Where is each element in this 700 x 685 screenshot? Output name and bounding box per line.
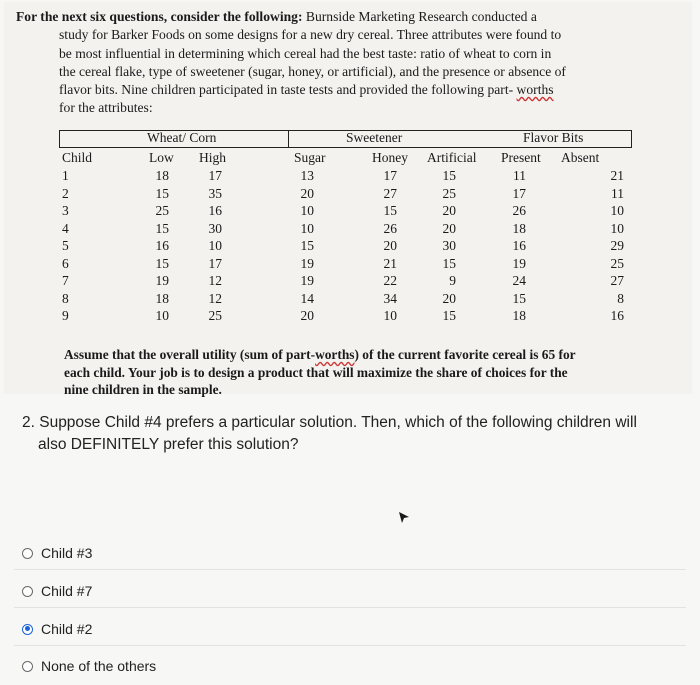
cell-honey: 22 — [383, 273, 397, 288]
cell-low: 15 — [155, 220, 169, 236]
cell-child: 7 — [62, 273, 69, 288]
option-label: Child #2 — [41, 621, 93, 637]
cell-honey: 21 — [383, 255, 397, 271]
mouse-cursor-icon — [398, 511, 410, 525]
cell-absent: 27 — [610, 273, 624, 288]
radio-selected-icon[interactable] — [22, 624, 33, 635]
group-header-flavor: Flavor Bits — [523, 130, 584, 145]
cell-high: 10 — [208, 238, 222, 253]
option-child-7[interactable] — [22, 580, 92, 602]
cell-honey: 27 — [383, 185, 397, 201]
col-header-child: Child — [62, 150, 93, 165]
option-label: Child #7 — [41, 583, 93, 599]
cell-absent: 10 — [610, 220, 624, 236]
cell-child: 6 — [62, 255, 69, 271]
cell-child: 2 — [62, 185, 69, 201]
group-header-wheat: Wheat/ Corn — [147, 130, 217, 145]
spellcheck-word: worths — [516, 82, 554, 98]
cell-low: 16 — [155, 238, 169, 253]
cell-high: 35 — [208, 185, 222, 201]
cell-honey: 10 — [383, 308, 397, 323]
intro-line: flavor bits. Nine children participated in taste tests and provided the following part- worths — [59, 82, 554, 98]
cell-high: 17 — [208, 168, 222, 183]
cell-present: 19 — [512, 255, 526, 271]
cell-high: 30 — [208, 220, 222, 236]
cell-high: 12 — [208, 273, 222, 288]
option-child-2[interactable] — [22, 618, 92, 640]
cell-sugar: 15 — [300, 238, 314, 253]
cell-present: 26 — [512, 203, 526, 218]
cell-present: 18 — [512, 220, 526, 236]
cell-high: 17 — [208, 255, 222, 271]
question-image-panel — [4, 2, 692, 397]
option-child-3[interactable] — [22, 542, 92, 564]
intro-line: for the attributes: — [59, 100, 153, 116]
cell-sugar: 13 — [300, 168, 314, 183]
intro-line: be most influential in determining which cereal had the best taste: ratio of wheat to corn in — [59, 45, 552, 61]
spellcheck-word: worths — [315, 347, 355, 362]
cell-artificial: 15 — [442, 168, 456, 183]
cell-low: 15 — [155, 185, 169, 201]
cell-honey: 26 — [383, 220, 397, 236]
option-label: None of the others — [41, 658, 157, 674]
assumption-paragraph: Assume that the overall utility (sum of part-worths) of the current favorite cereal is 65 for each child. Your job is to design a product that will maximize the share of choices for the nine children in the sample. — [64, 346, 624, 399]
cell-high: 16 — [208, 203, 222, 218]
intro-line: study for Barker Foods on some designs for a new dry cereal. Three attributes were found to — [59, 27, 562, 43]
cell-artificial: 30 — [442, 238, 456, 253]
assumption-line: nine children in the sample. — [64, 382, 222, 397]
intro-paragraph — [16, 8, 636, 118]
cell-child: 9 — [62, 308, 69, 323]
option-label: Child #3 — [41, 545, 93, 561]
col-header-artificial: Artificial — [427, 150, 477, 165]
cell-low: 19 — [155, 273, 169, 288]
option-none-of-the-others[interactable] — [22, 655, 156, 677]
question-line: 2. Suppose Child #4 prefers a particular solution. Then, which of the following children will — [22, 414, 637, 431]
cell-artificial: 20 — [442, 290, 456, 306]
cell-artificial: 20 — [442, 203, 456, 218]
col-header-present: Present — [501, 150, 541, 165]
cell-sugar: 10 — [300, 220, 314, 236]
cell-honey: 34 — [383, 290, 397, 306]
question-line: also DEFINITELY prefer this solution? — [38, 436, 299, 453]
cell-low: 10 — [155, 308, 169, 323]
intro-line1-rest: Burnside Marketing Research conducted a — [305, 9, 537, 24]
cell-absent: 21 — [610, 168, 624, 183]
cell-artificial: 20 — [442, 220, 456, 236]
cell-sugar: 20 — [300, 185, 314, 201]
intro-lead: For the next six questions, consider the following: — [16, 9, 303, 24]
option-divider — [14, 645, 686, 646]
cell-sugar: 19 — [300, 255, 314, 271]
cell-absent: 8 — [617, 290, 624, 306]
col-header-absent: Absent — [561, 150, 600, 165]
cell-child: 3 — [62, 203, 69, 218]
radio-icon[interactable] — [22, 586, 33, 597]
cell-high: 25 — [208, 308, 222, 323]
cell-absent: 25 — [610, 255, 624, 271]
group-header-sweetener: Sweetener — [346, 130, 403, 145]
radio-icon[interactable] — [22, 548, 33, 559]
cell-child: 8 — [62, 290, 69, 306]
col-header-sugar: Sugar — [294, 150, 326, 165]
col-header-honey: Honey — [372, 150, 408, 165]
cell-present: 16 — [512, 238, 526, 253]
partworths-table — [59, 130, 631, 330]
cell-honey: 15 — [383, 203, 397, 218]
cell-child: 1 — [62, 168, 69, 183]
intro-line: the cereal flake, type of sweetener (sugar, honey, or artificial), and the presence or absence of — [59, 63, 566, 79]
cell-low: 25 — [155, 203, 169, 218]
cell-sugar: 10 — [300, 203, 314, 218]
cell-absent: 16 — [610, 308, 624, 323]
cell-artificial: 15 — [442, 255, 456, 271]
cell-absent: 10 — [610, 203, 624, 218]
radio-icon[interactable] — [22, 661, 33, 672]
cell-sugar: 20 — [300, 308, 314, 323]
cell-absent: 11 — [611, 185, 624, 201]
option-divider — [14, 569, 686, 570]
cell-present: 18 — [512, 308, 526, 323]
option-divider — [14, 607, 686, 608]
cell-low: 15 — [155, 255, 169, 271]
cell-honey: 17 — [383, 168, 397, 183]
assumption-line: each child. Your job is to design a product that will maximize the share of choices for the — [64, 364, 568, 380]
cell-high: 12 — [208, 290, 222, 306]
cell-honey: 20 — [383, 238, 397, 253]
cell-present: 15 — [512, 290, 526, 306]
cell-present: 24 — [512, 273, 526, 288]
cell-present: 17 — [512, 185, 526, 201]
cell-absent: 29 — [610, 238, 624, 253]
cell-artificial: 15 — [442, 308, 456, 323]
cell-artificial: 9 — [449, 273, 456, 288]
col-header-high: High — [199, 150, 226, 165]
cell-child: 5 — [62, 238, 69, 253]
cell-low: 18 — [155, 290, 169, 306]
question-text — [22, 412, 672, 456]
col-header-low: Low — [149, 150, 174, 165]
cell-child: 4 — [62, 220, 69, 236]
cell-low: 18 — [155, 168, 169, 183]
cell-artificial: 25 — [442, 185, 456, 201]
cell-sugar: 19 — [300, 273, 314, 288]
cell-sugar: 14 — [300, 290, 314, 306]
cell-present: 11 — [513, 168, 526, 183]
